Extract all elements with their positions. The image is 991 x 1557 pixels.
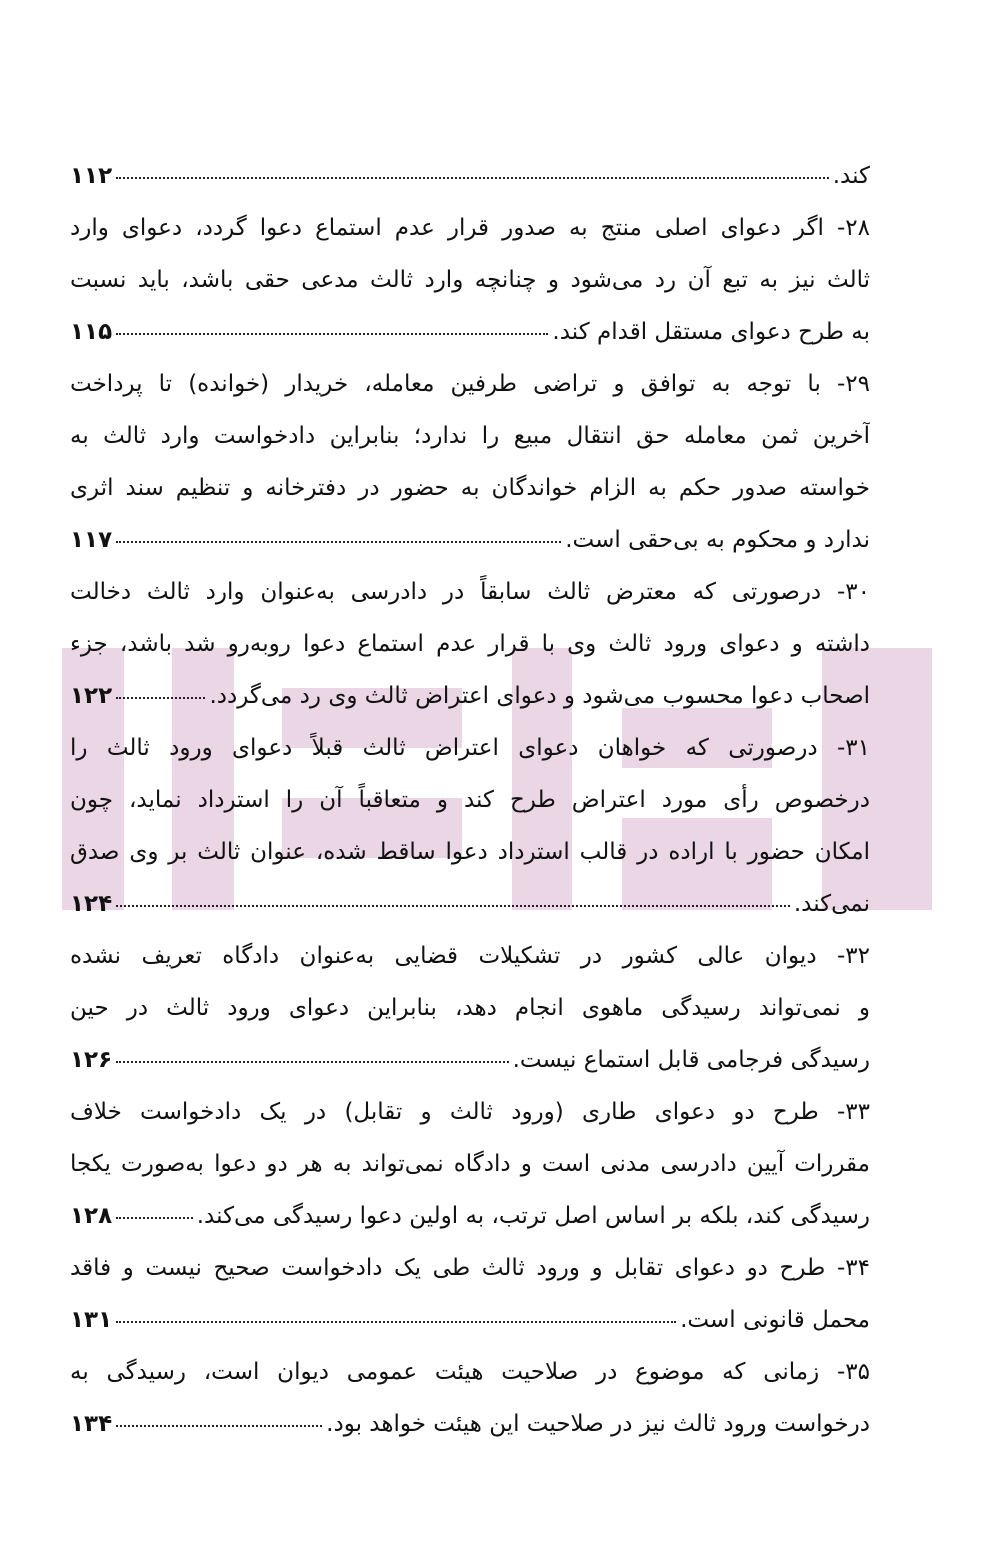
toc-entry-last-line <box>70 1190 870 1242</box>
page-number: ۱۱۲ <box>70 163 113 189</box>
toc-entry-text: نمی‌کند. <box>793 891 870 917</box>
toc-entry-text: رسیدگی فرجامی قابل استماع نیست. <box>512 1047 870 1073</box>
toc-entry-line: ثالث نیز به تبع آن رد می‌شود و چنانچه وارد ثالث مدعی حقی باشد، باید نسبت <box>70 267 870 293</box>
dot-leader <box>116 1061 509 1063</box>
toc-entry <box>70 1346 870 1450</box>
toc-entry-line: ۳۰- درصورتی که معترض ثالث سابقاً در دادرسی به‌عنوان وارد ثالث دخالت <box>70 579 870 605</box>
dot-leader <box>116 905 790 907</box>
toc-entry-line: مقررات آیین دادرسی مدنی است و دادگاه نمی‌تواند به هر دو دعوا به‌صورت یکجا <box>70 1151 870 1177</box>
dot-leader <box>116 177 829 179</box>
toc-entry-text: اصحاب دعوا محسوب می‌شود و دعوای اعتراض ثالث وی رد می‌گردد. <box>209 683 870 709</box>
toc-entry <box>70 1242 870 1346</box>
page-number: ۱۱۵ <box>70 319 113 345</box>
page-number: ۱۳۴ <box>70 1411 113 1437</box>
toc-entry <box>70 202 870 358</box>
dot-leader <box>116 1217 193 1219</box>
toc-entry <box>70 566 870 722</box>
toc-entry-last-line <box>70 514 870 566</box>
dot-leader <box>116 1321 676 1323</box>
page-number: ۱۲۴ <box>70 891 113 917</box>
toc-entry-text: به طرح دعوای مستقل اقدام کند. <box>552 319 870 345</box>
toc-entry-line: ۳۵- زمانی که موضوع در صلاحیت هیئت عمومی دیوان است، رسیدگی به <box>70 1359 870 1385</box>
page-number: ۱۳۱ <box>70 1307 113 1333</box>
toc-entry-last-line <box>70 150 870 202</box>
toc-entry-line: امکان حضور با اراده در قالب استرداد دعوا ساقط شده، عنوان ثالث بر وی صدق <box>70 839 870 865</box>
toc-entry-line: ۲۸- اگر دعوای اصلی منتج به صدور قرار عدم استماع دعوا گردد، دعوای وارد <box>70 215 870 241</box>
toc-entry-line: خواسته صدور حکم به الزام خواندگان به حضور در دفترخانه و تنظیم سند اثری <box>70 475 870 501</box>
dot-leader <box>116 333 548 335</box>
toc-entry-line: درخصوص رأی مورد اعتراض طرح کند و متعاقباً آن را استرداد نماید، چون <box>70 787 870 813</box>
toc-entry-last-line <box>70 306 870 358</box>
toc-entry-last-line <box>70 1034 870 1086</box>
toc-entry <box>70 150 870 202</box>
toc-entry-text: کند. <box>832 163 870 189</box>
toc-entry <box>70 358 870 566</box>
table-of-contents-page <box>70 150 870 1450</box>
dot-leader <box>116 541 561 543</box>
toc-entry-text: رسیدگی کند، بلکه بر اساس اصل ترتب، به اولین دعوا رسیدگی می‌کند. <box>196 1203 870 1229</box>
toc-entry-line: ۳۴- طرح دو دعوای تقابل و ورود ثالث طی یک دادخواست صحیح نیست و فاقد <box>70 1255 870 1281</box>
toc-entry <box>70 722 870 930</box>
toc-entry <box>70 930 870 1086</box>
toc-entry-last-line <box>70 670 870 722</box>
toc-entry-last-line <box>70 1294 870 1346</box>
toc-entry-line: آخرین ثمن معامله حق انتقال مبیع را ندارد؛ بنابراین دادخواست وارد ثالث به <box>70 423 870 449</box>
toc-entry-line: ۲۹- با توجه به توافق و تراضی طرفین معامله، خریدار (خوانده) تا پرداخت <box>70 371 870 397</box>
toc-entry-line: داشته و دعوای ورود ثالث وی با قرار عدم استماع دعوا روبه‌رو شد باشد، جزء <box>70 631 870 657</box>
toc-entry-line: ۳۱- درصورتی که خواهان دعوای اعتراض ثالث قبلاً دعوای ورود ثالث را <box>70 735 870 761</box>
page-number: ۱۲۶ <box>70 1047 113 1073</box>
toc-entry-line: و نمی‌تواند رسیدگی ماهوی انجام دهد، بنابراین دعوای ورود ثالث در حین <box>70 995 870 1021</box>
page-number: ۱۱۷ <box>70 527 113 553</box>
toc-entry-last-line <box>70 1398 870 1450</box>
toc-entry <box>70 1086 870 1242</box>
toc-entry-last-line <box>70 878 870 930</box>
dot-leader <box>116 1425 322 1427</box>
page-number: ۱۲۲ <box>70 683 113 709</box>
page-number: ۱۲۸ <box>70 1203 113 1229</box>
toc-entry-text: ندارد و محکوم به بی‌حقی است. <box>565 527 870 553</box>
toc-entry-line: ۳۳- طرح دو دعوای طاری (ورود ثالث و تقابل) در یک دادخواست خلاف <box>70 1099 870 1125</box>
toc-entry-text: درخواست ورود ثالث نیز در صلاحیت این هیئت خواهد بود. <box>326 1411 870 1437</box>
toc-entry-line: ۳۲- دیوان عالی کشور در تشکیلات قضایی به‌عنوان دادگاه تعریف نشده <box>70 943 870 969</box>
toc-entry-text: محمل قانونی است. <box>680 1307 870 1333</box>
dot-leader <box>116 697 205 699</box>
